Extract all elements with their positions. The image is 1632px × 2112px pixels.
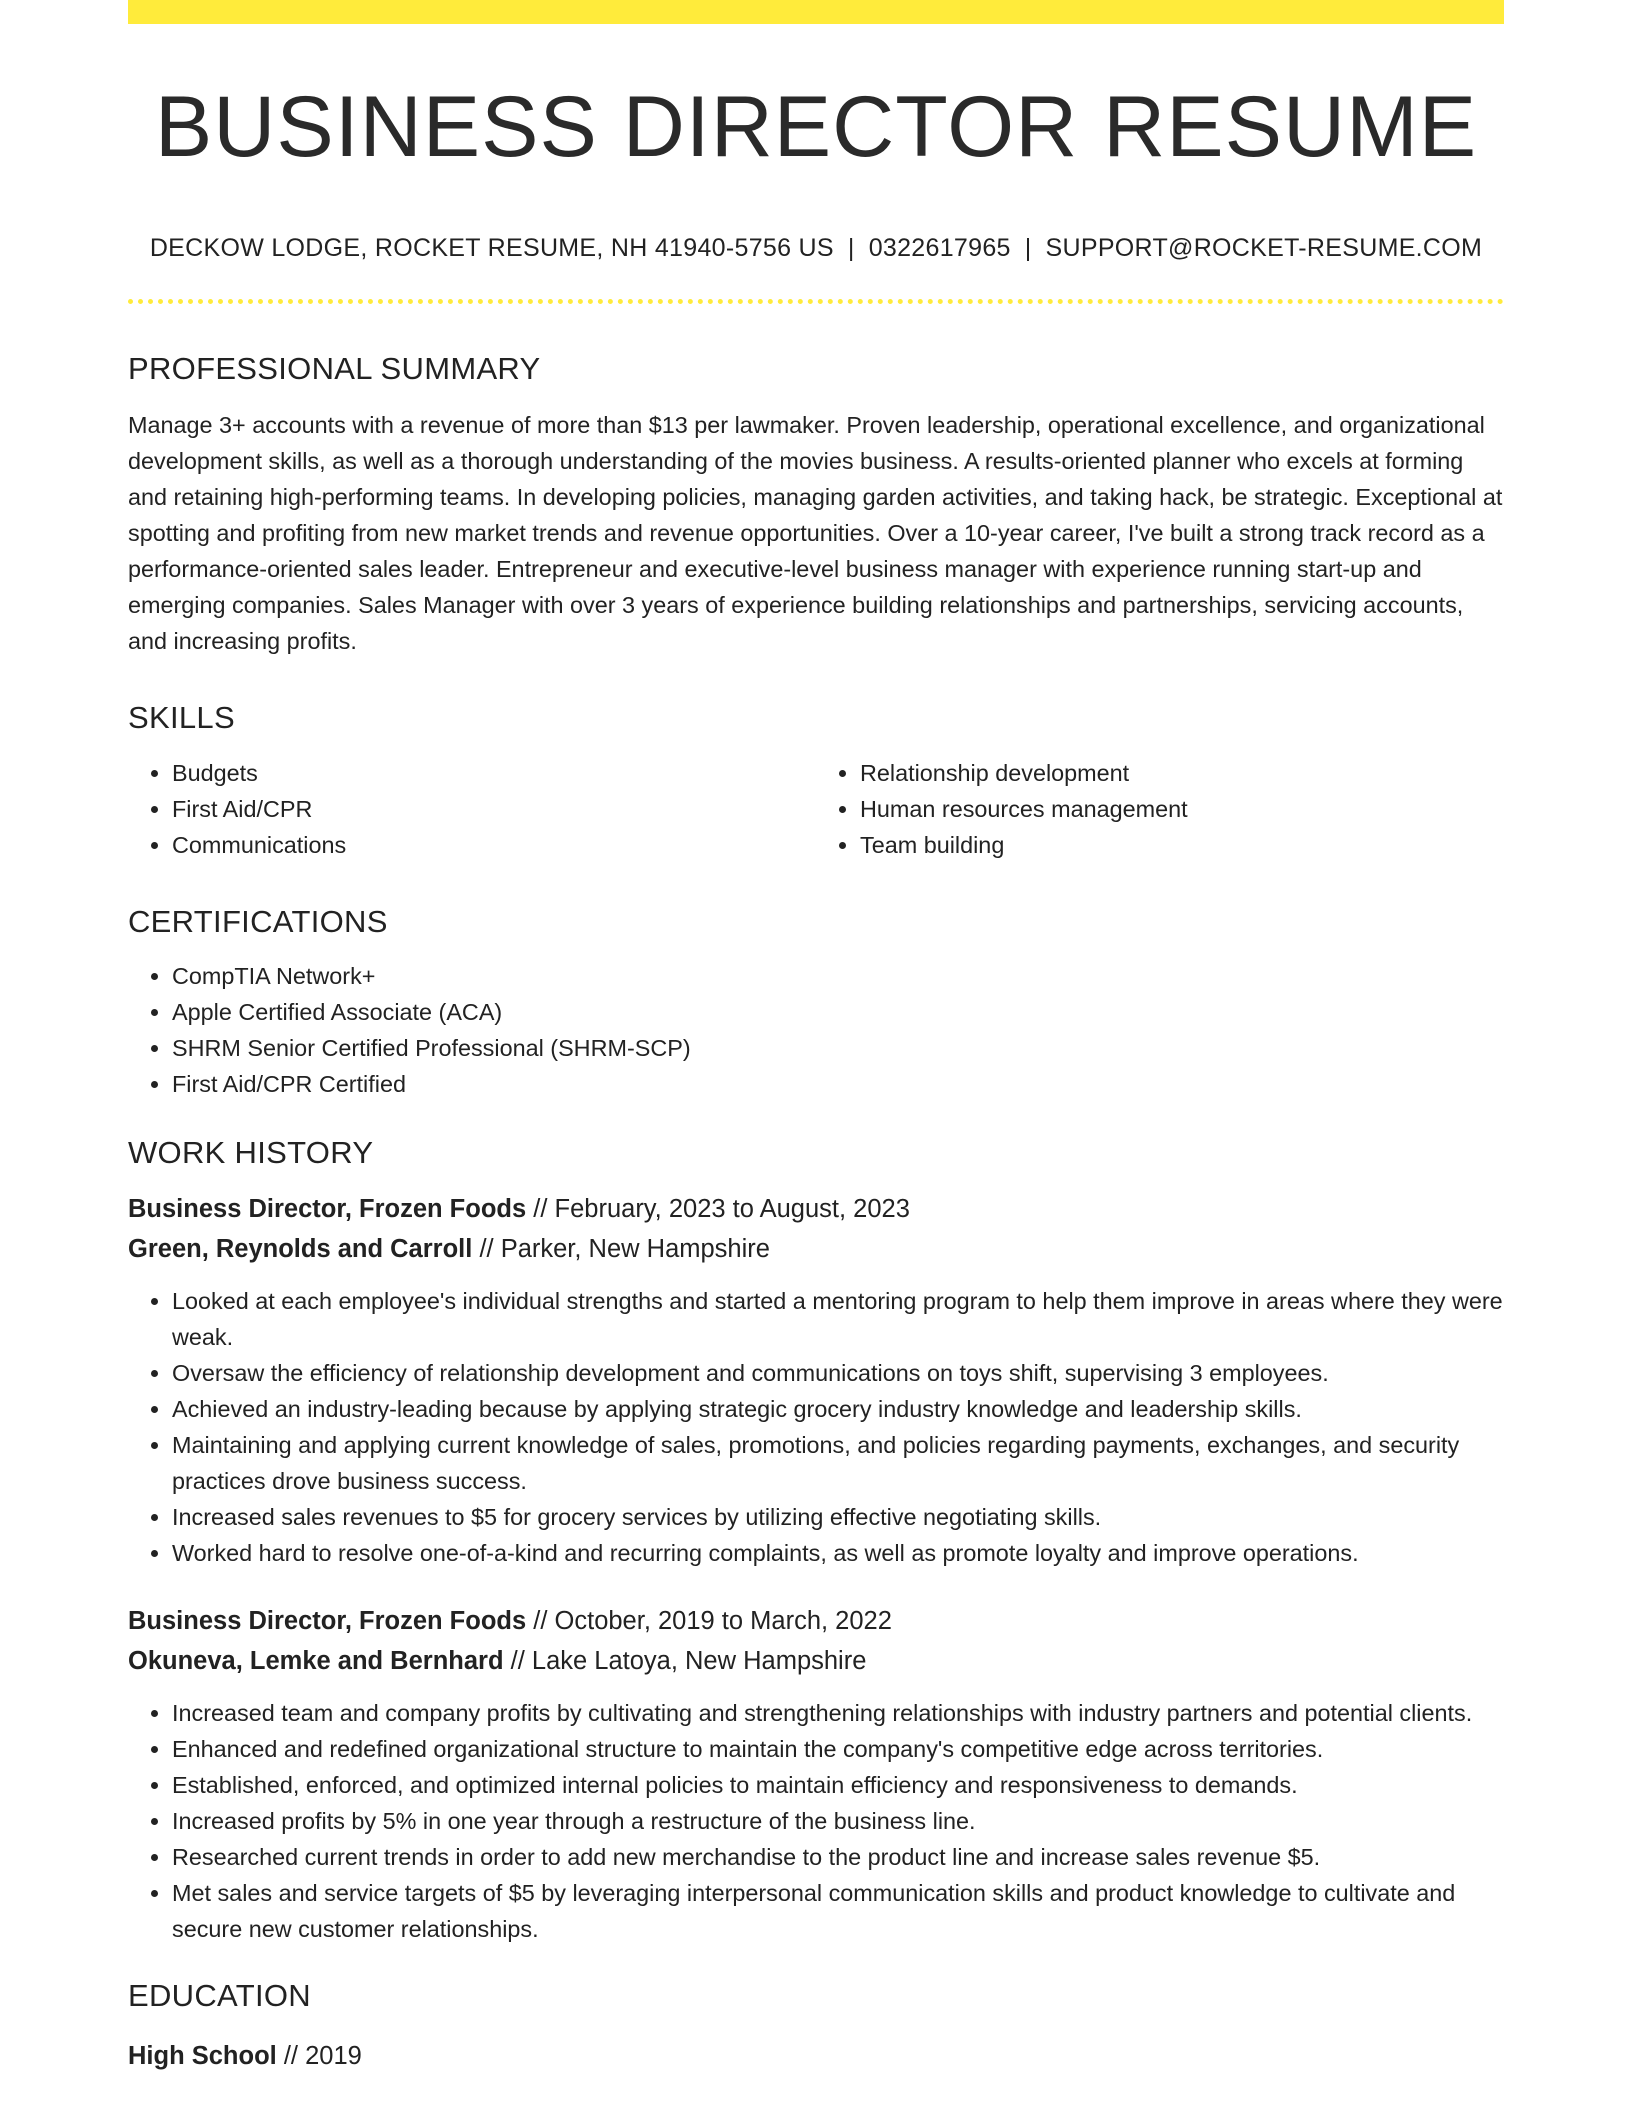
list-item: • Established, enforced, and optimized internal policies to maintain efficiency and responsiveness to demands. <box>172 1767 1504 1803</box>
separator: | <box>1024 234 1032 263</box>
list-item: • Oversaw the efficiency of relationship development and communications on toys shift, supervising 3 employees. <box>172 1355 1504 1391</box>
list-item: • CompTIA Network+ <box>172 958 1504 994</box>
summary-text: Manage 3+ accounts with a revenue of more than $13 per lawmaker. Proven leadership, operational excellence, and organizational development skills, as well as a thorough understanding of the movies business. A results-oriented planner who excels at forming and retaining high-performing teams. In developing policies, managing garden activities, and taking hack, be strategic. Exceptional at spotting and profiting from new market trends and revenue opportunities. Over a 10-year career, I've built a strong track record as a performance-oriented sales leader. Entrepreneur and executive-level business manager with experience running start-up and emerging companies. Sales Manager with over 3 years of experience building relationships and partnerships, servicing accounts, and increasing profits. <box>128 412 1503 655</box>
list-item: • Met sales and service targets of $5 by leveraging interpersonal communication skills and product knowledge to cultivate and secure new customer relationships. <box>172 1875 1504 1947</box>
list-item: • Relationship development <box>860 755 1504 791</box>
company-name: Okuneva, Lemke and Bernhard <box>128 1647 504 1676</box>
skills-left-column <box>128 755 816 863</box>
dotted-divider <box>128 299 1504 304</box>
list-item: • Increased team and company profits by cultivating and strengthening relationships with industry partners and potential clients. <box>172 1695 1504 1731</box>
skills-list <box>128 755 1504 863</box>
list-item: • Achieved an industry-leading because by applying strategic grocery industry knowledge and leadership skills. <box>172 1391 1504 1427</box>
list-item: • Researched current trends in order to add new merchandise to the product line and increase sales revenue $5. <box>172 1839 1504 1875</box>
job-title-line <box>128 1601 1504 1641</box>
resume-page <box>128 0 1504 2076</box>
job-entry <box>128 1189 1504 1571</box>
job-dates: // February, 2023 to August, 2023 <box>533 1195 910 1224</box>
list-item: • Apple Certified Associate (ACA) <box>172 994 1504 1030</box>
list-item: • Worked hard to resolve one-of-a-kind and recurring complaints, as well as promote loyalty and improve operations. <box>172 1535 1504 1571</box>
education-entry <box>128 2036 1504 2076</box>
job-title: Business Director, Frozen Foods <box>128 1195 527 1224</box>
phone: 0322617965 <box>868 234 1011 263</box>
company-name: Green, Reynolds and Carroll <box>128 1235 473 1264</box>
list-item: • Looked at each employee's individual strengths and started a mentoring program to help them improve in areas where they were weak. <box>172 1283 1504 1355</box>
accent-bar <box>128 0 1504 24</box>
separator: | <box>847 234 855 263</box>
certifications-list <box>128 958 1504 1102</box>
certifications-heading: CERTIFICATIONS <box>128 903 388 939</box>
list-item: • Increased sales revenues to $5 for grocery services by utilizing effective negotiating skills. <box>172 1499 1504 1535</box>
contact-line <box>128 234 1504 263</box>
school-name: High School <box>128 2042 277 2071</box>
job-company-line <box>128 1229 1504 1269</box>
job-bullets <box>128 1283 1504 1571</box>
work-history-heading: WORK HISTORY <box>128 1134 374 1170</box>
list-item: • Communications <box>172 827 816 863</box>
list-item: • Maintaining and applying current knowledge of sales, promotions, and policies regarding payments, exchanges, and security practices drove business success. <box>172 1427 1504 1499</box>
list-item: • Team building <box>860 827 1504 863</box>
skills-heading: SKILLS <box>128 700 235 736</box>
job-company-line <box>128 1641 1504 1681</box>
job-entry <box>128 1601 1504 1947</box>
list-item: • Increased profits by 5% in one year through a restructure of the business line. <box>172 1803 1504 1839</box>
education-heading: EDUCATION <box>128 1978 311 2014</box>
list-item: • First Aid/CPR Certified <box>172 1066 1504 1102</box>
email-link[interactable]: SUPPORT@ROCKET-RESUME.COM <box>1045 234 1483 263</box>
job-title: Business Director, Frozen Foods <box>128 1607 527 1636</box>
list-item: • SHRM Senior Certified Professional (SHRM-SCP) <box>172 1030 1504 1066</box>
job-location: // Lake Latoya, New Hampshire <box>510 1647 867 1676</box>
resume-title: BUSINESS DIRECTOR RESUME <box>154 79 1478 175</box>
education-year: // 2019 <box>283 2042 362 2071</box>
job-title-line <box>128 1189 1504 1229</box>
list-item: • First Aid/CPR <box>172 791 816 827</box>
skills-right-column <box>816 755 1504 863</box>
job-bullets <box>128 1695 1504 1947</box>
list-item: • Budgets <box>172 755 816 791</box>
list-item: • Enhanced and redefined organizational structure to maintain the company's competitive edge across territories. <box>172 1731 1504 1767</box>
summary-heading: PROFESSIONAL SUMMARY <box>128 351 541 387</box>
job-location: // Parker, New Hampshire <box>479 1235 770 1264</box>
list-item: • Human resources management <box>860 791 1504 827</box>
address: DECKOW LODGE, ROCKET RESUME, NH 41940-5756 US <box>149 234 834 263</box>
job-dates: // October, 2019 to March, 2022 <box>533 1607 892 1636</box>
